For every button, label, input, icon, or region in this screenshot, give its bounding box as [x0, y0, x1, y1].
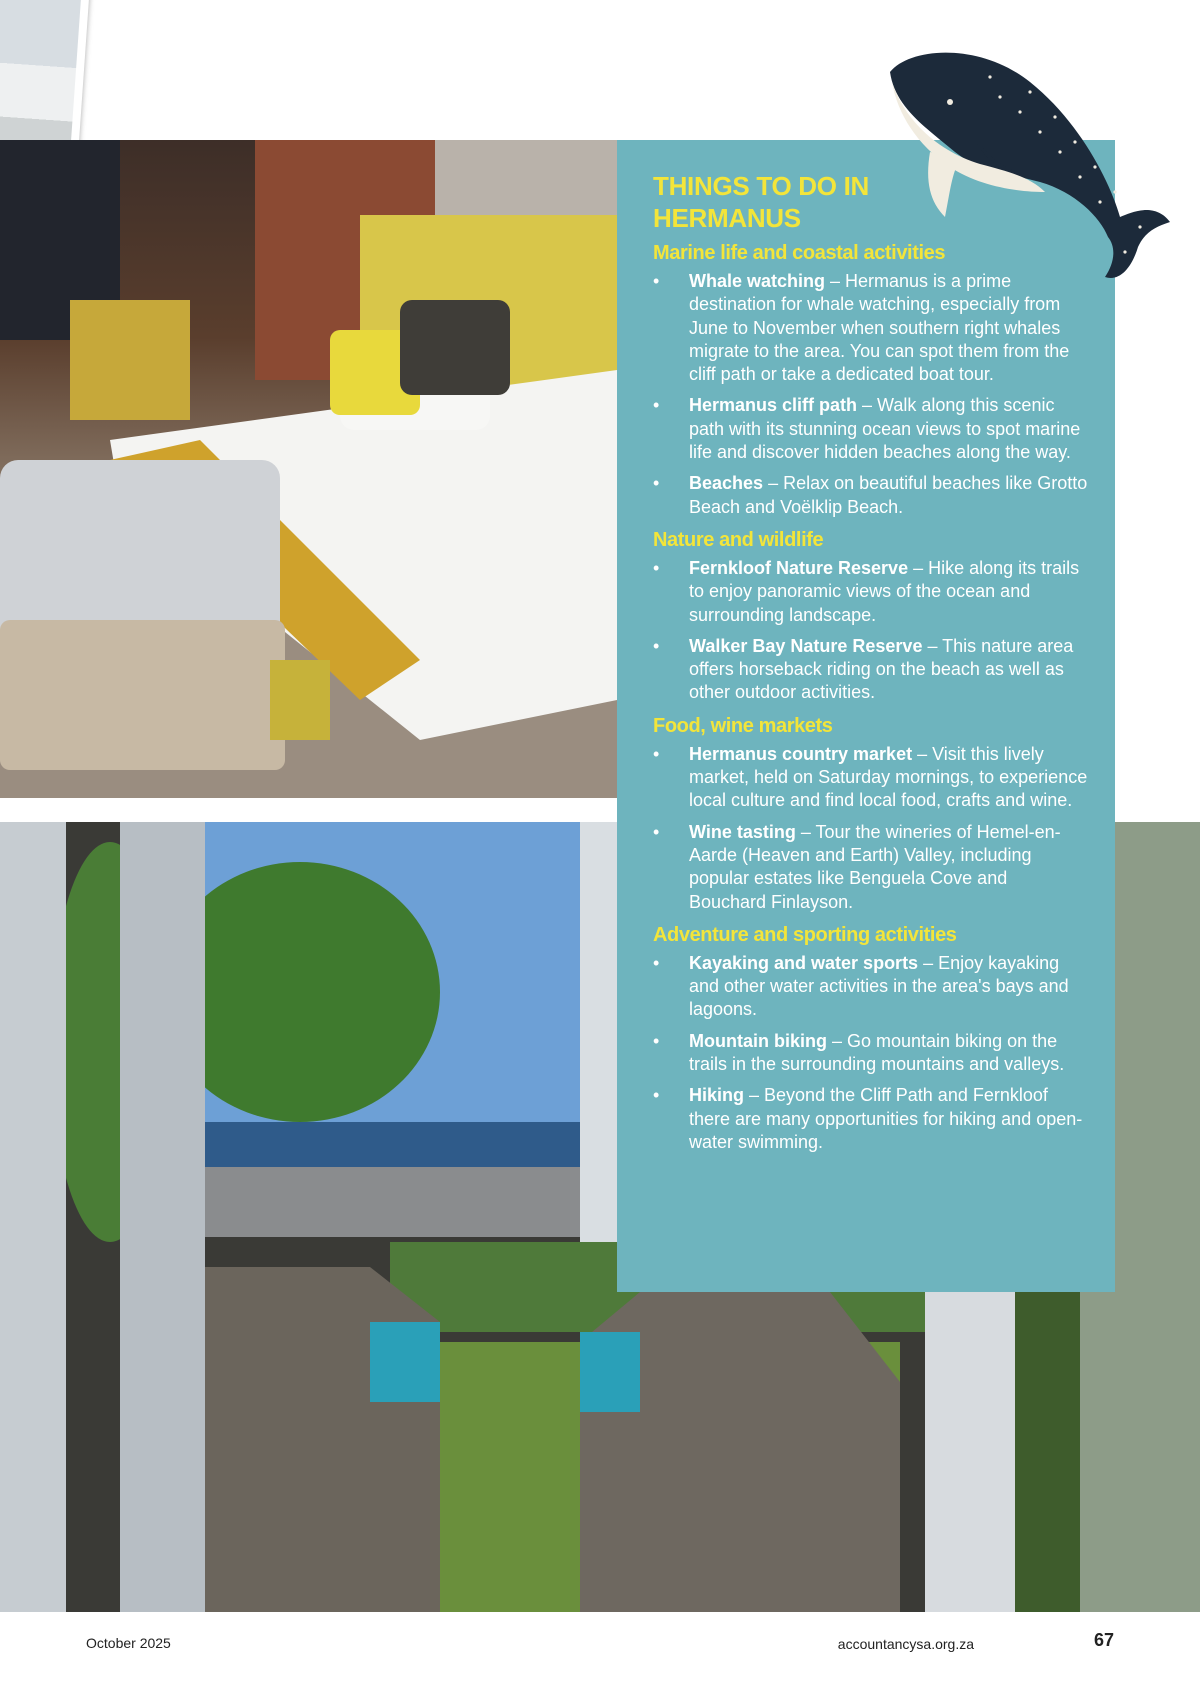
item-term: Wine tasting: [689, 821, 796, 842]
footer-date: October 2025: [86, 1635, 171, 1651]
things-to-do-panel: [617, 140, 1115, 1292]
item-text: – This nature area offers horseback riding on the beach as well as other outdoor activities.: [689, 635, 1074, 703]
item-term: Fernkloof Nature Reserve: [689, 557, 909, 578]
item-text: – Beyond the Cliff Path and Fernkloof there are many opportunities for hiking and open-water swimming.: [689, 1085, 1083, 1152]
list-item: [653, 557, 1089, 627]
section-adventure: [653, 922, 1089, 1154]
list-item: [653, 472, 1089, 519]
section-nature: [653, 527, 1089, 705]
section-heading: Nature and wildlife: [653, 528, 824, 551]
photo-bedroom: [0, 140, 617, 798]
list-item: [653, 743, 1089, 813]
page-number: 67: [1094, 1630, 1115, 1650]
item-term: Hiking: [689, 1085, 745, 1106]
item-text: – Hermanus is a prime destination for whale watching, especially from June to November when southern right whales migrate to the area. You can spot them from the cliff path or take a dedicated boat tour.: [689, 271, 1070, 385]
item-text: – Tour the wineries of Hemel-en-Aarde (Heaven and Earth) Valley, including popular estates like Benguela Cove and Bouchard Finlayson.: [689, 821, 1061, 912]
item-text: – Go mountain biking on the trails in the surrounding mountains and valleys.: [689, 1030, 1065, 1075]
section-food-wine: [653, 713, 1089, 914]
list-item: [653, 952, 1089, 1022]
item-term: Walker Bay Nature Reserve: [689, 635, 923, 656]
section-heading: Adventure and sporting activities: [653, 923, 957, 946]
item-term: Whale watching: [689, 271, 826, 291]
item-term: Hermanus cliff path: [689, 395, 858, 416]
item-text: – Enjoy kayaking and other water activities in the area's bays and lagoons.: [689, 952, 1069, 1020]
item-text: – Hike along its trails to enjoy panoramic views of the ocean and surrounding landscape.: [689, 557, 1080, 625]
item-term: Beaches: [689, 473, 764, 494]
whale-illustration-icon: [870, 42, 1170, 292]
item-text: – Relax on beautiful beaches like Grotto Beach and Voëlklip Beach.: [689, 473, 1088, 517]
list-item: [653, 394, 1089, 464]
item-text: – Walk along this scenic path with its stunning ocean views to spot marine life and discover hidden beaches along the way.: [689, 395, 1081, 463]
item-term: Mountain biking: [689, 1030, 827, 1051]
panel-title: THINGS TO DO IN HERMANUS: [653, 171, 870, 233]
list-item: [653, 1084, 1089, 1154]
list-item: [653, 635, 1089, 705]
item-term: Hermanus country market: [689, 743, 913, 764]
section-heading: Marine life and coastal activities: [653, 242, 946, 264]
section-heading: Food, wine markets: [653, 714, 833, 737]
list-item: [653, 821, 1089, 914]
item-text: – Visit this lively market, held on Saturday mornings, to experience local culture and find local food, crafts and wine.: [689, 743, 1088, 811]
footer-site: accountancysa.org.za: [837, 1636, 974, 1652]
item-term: Kayaking and water sports: [689, 952, 919, 973]
list-item: [653, 1030, 1089, 1077]
